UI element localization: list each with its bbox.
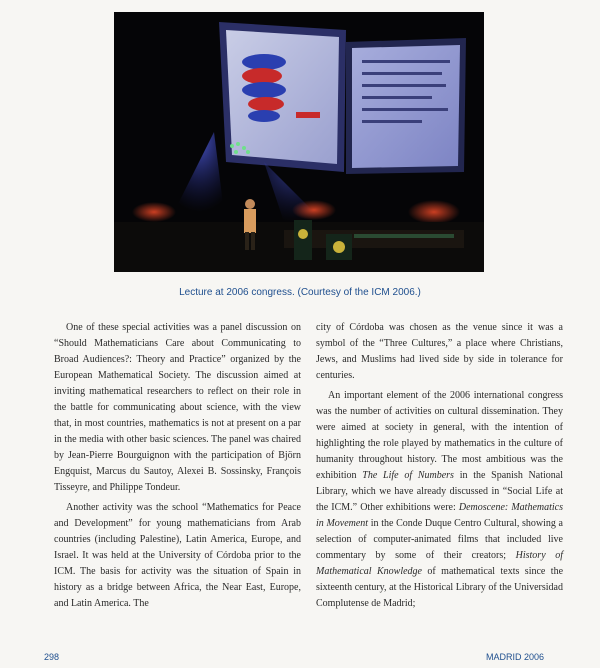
page-number: 298 bbox=[44, 652, 60, 662]
paragraph-panel-discussion: One of these special activities was a panel discussion on “Should Mathematicians Care about Communicating to Broad Audiences?: Theory and Practice” organized by the European Mathematical Society. The discussion aimed at inviting mathematical researchers to reflect on their role in the battle for communicating about science, with the view that, in most countries, mathematics is not at present on a par in the media with other basic sciences. The panel was chaired by Jean-Pierre Bourguignon with the participation of Björn Engquist, Marcus du Sautoy, Alexei B. Sossinsky, François Tisseyre, and Philippe Tondeur. bbox=[54, 322, 301, 493]
photo-caption: Lecture at 2006 congress. (Courtesy of the ICM 2006.) bbox=[179, 287, 421, 298]
exhibition-title-life-of-numbers: The Life of Numbers bbox=[362, 470, 454, 481]
text-segment: in the Spanish National Library, which we have already discussed in “Social Life at the ICM.” Other exhibitions were: bbox=[316, 470, 563, 513]
text-segment: in the Conde Duque Centro Cultural, showing a selection of computer-animated films that included live commentary by some of their creators; bbox=[316, 518, 563, 561]
lecture-photo-illustration bbox=[114, 12, 484, 272]
exhibition-title-demoscene: Demoscene: Mathematics in Movement bbox=[316, 502, 563, 529]
paragraph-cordoba: city of Córdoba was chosen as the venue since it was a symbol of the “Three Cultures,” a place where Christians, Jews, and Muslims had lived side by side in tolerance for centuries. bbox=[316, 322, 563, 381]
paragraph-cultural-activities bbox=[316, 388, 563, 612]
right-text-column bbox=[316, 320, 563, 612]
exhibition-title-history: History of Mathematical Knowledge bbox=[316, 550, 563, 577]
running-title: MADRID 2006 bbox=[485, 652, 544, 662]
text-segment: of mathematical texts since the sixteenth century, at the Historical Library of the Universidad Complutense de Madrid; bbox=[316, 566, 564, 609]
text-segment: An important element of the 2006 international congress was the number of activities on cultural dissemination. They were aimed at society in general, with the intention of highlighting the role played by mathematics in the culture of humanity throughout history. The most ambitious was the exhibition bbox=[316, 390, 563, 481]
paragraph-school-activity: Another activity was the school “Mathematics for Peace and Development” for young mathematicians from Arab countries (including Palestine), Latin America, Europe, and Israel. It was held at the University of Córdoba prior to the ICM. The basis for activity was the situation of Spain in history as a bridge between Africa, the Near East, Europe, and Latin America. The bbox=[54, 502, 301, 609]
lecture-photo bbox=[114, 12, 484, 272]
left-text-column bbox=[54, 320, 301, 612]
